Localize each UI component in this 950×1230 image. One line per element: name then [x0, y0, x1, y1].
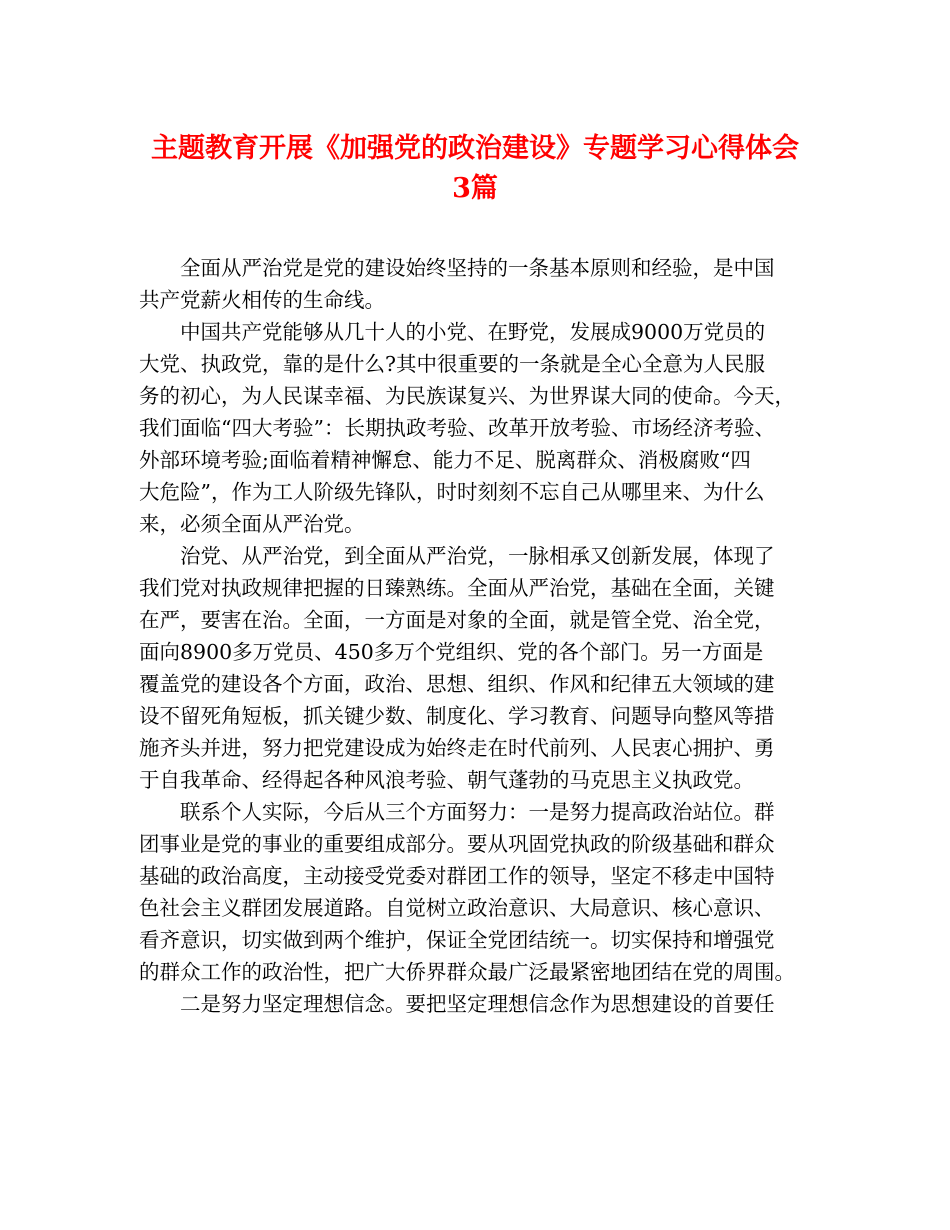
document-title-line-2: 3篇 — [452, 173, 498, 204]
paragraph — [139, 316, 829, 540]
document-title: 主题教育开展《加强党的政治建设》专题学习心得体会 — [151, 133, 799, 164]
text-line: 二是努力坚定理想信念。要把坚定理想信念作为思想建设的首要任 — [180, 992, 775, 1016]
text-line: 在严，要害在治。全面，一方面是对象的全面，就是管全党、治全党， — [139, 608, 775, 632]
text-line: 施齐头并进，努力把党建设成为始终走在时代前列、人民衷心拥护、勇 — [139, 736, 775, 760]
paragraph — [139, 796, 829, 988]
text-line: 团事业是党的事业的重要组成部分。要从巩固党执政的阶级基础和群众 — [139, 832, 775, 856]
paragraph — [139, 252, 829, 316]
text-line: 于自我革命、经得起各种风浪考验、朝气蓬勃的马克思主义执政党。 — [139, 768, 754, 792]
text-line: 的群众工作的政治性，把广大侨界群众最广泛最紧密地团结在党的周围。 — [139, 960, 795, 984]
text-line: 联系个人实际，今后从三个方面努力：一是努力提高政治站位。群 — [180, 800, 775, 824]
text-line: 面向8900多万党员、450多万个党组织、党的各个部门。另一方面是 — [139, 640, 764, 664]
text-line: 看齐意识，切实做到两个维护，保证全党团结统一。切实保持和增强党 — [139, 928, 775, 952]
text-line: 基础的政治高度，主动接受党委对群团工作的领导，坚定不移走中国特 — [139, 864, 775, 888]
text-line: 中国共产党能够从几十人的小党、在野党，发展成9000万党员的 — [180, 320, 766, 344]
text-line: 共产党薪火相传的生命线。 — [139, 288, 385, 312]
text-line: 色社会主义群团发展道路。自觉树立政治意识、大局意识、核心意识、 — [139, 896, 775, 920]
text-line: 务的初心，为人民谋幸福、为民族谋复兴、为世界谋大同的使命。今天， — [139, 384, 795, 408]
text-line: 大危险”，作为工人阶级先锋队，时时刻刻不忘自己从哪里来、为什么 — [139, 480, 765, 504]
document-body — [139, 252, 829, 1020]
text-line: 我们面临“四大考验”：长期执政考验、改革开放考验、市场经济考验、 — [139, 416, 775, 440]
paragraph — [139, 988, 829, 1020]
text-line: 设不留死角短板，抓关键少数、制度化、学习教育、问题导向整风等措 — [139, 704, 775, 728]
text-line: 覆盖党的建设各个方面，政治、思想、组织、作风和纪律五大领域的建 — [139, 672, 775, 696]
paragraph — [139, 540, 829, 796]
text-line: 大党、执政党，靠的是什么?其中很重要的一条就是全心全意为人民服 — [139, 352, 765, 376]
text-line: 全面从严治党是党的建设始终坚持的一条基本原则和经验，是中国 — [180, 256, 775, 280]
text-line: 外部环境考验;面临着精神懈怠、能力不足、脱离群众、消极腐败“四 — [139, 448, 751, 472]
text-line: 治党、从严治党，到全面从严治党，一脉相承又创新发展，体现了 — [180, 544, 775, 568]
text-line: 我们党对执政规律把握的日臻熟练。全面从严治党，基础在全面，关键 — [139, 576, 775, 600]
text-line: 来，必须全面从严治党。 — [139, 512, 365, 536]
